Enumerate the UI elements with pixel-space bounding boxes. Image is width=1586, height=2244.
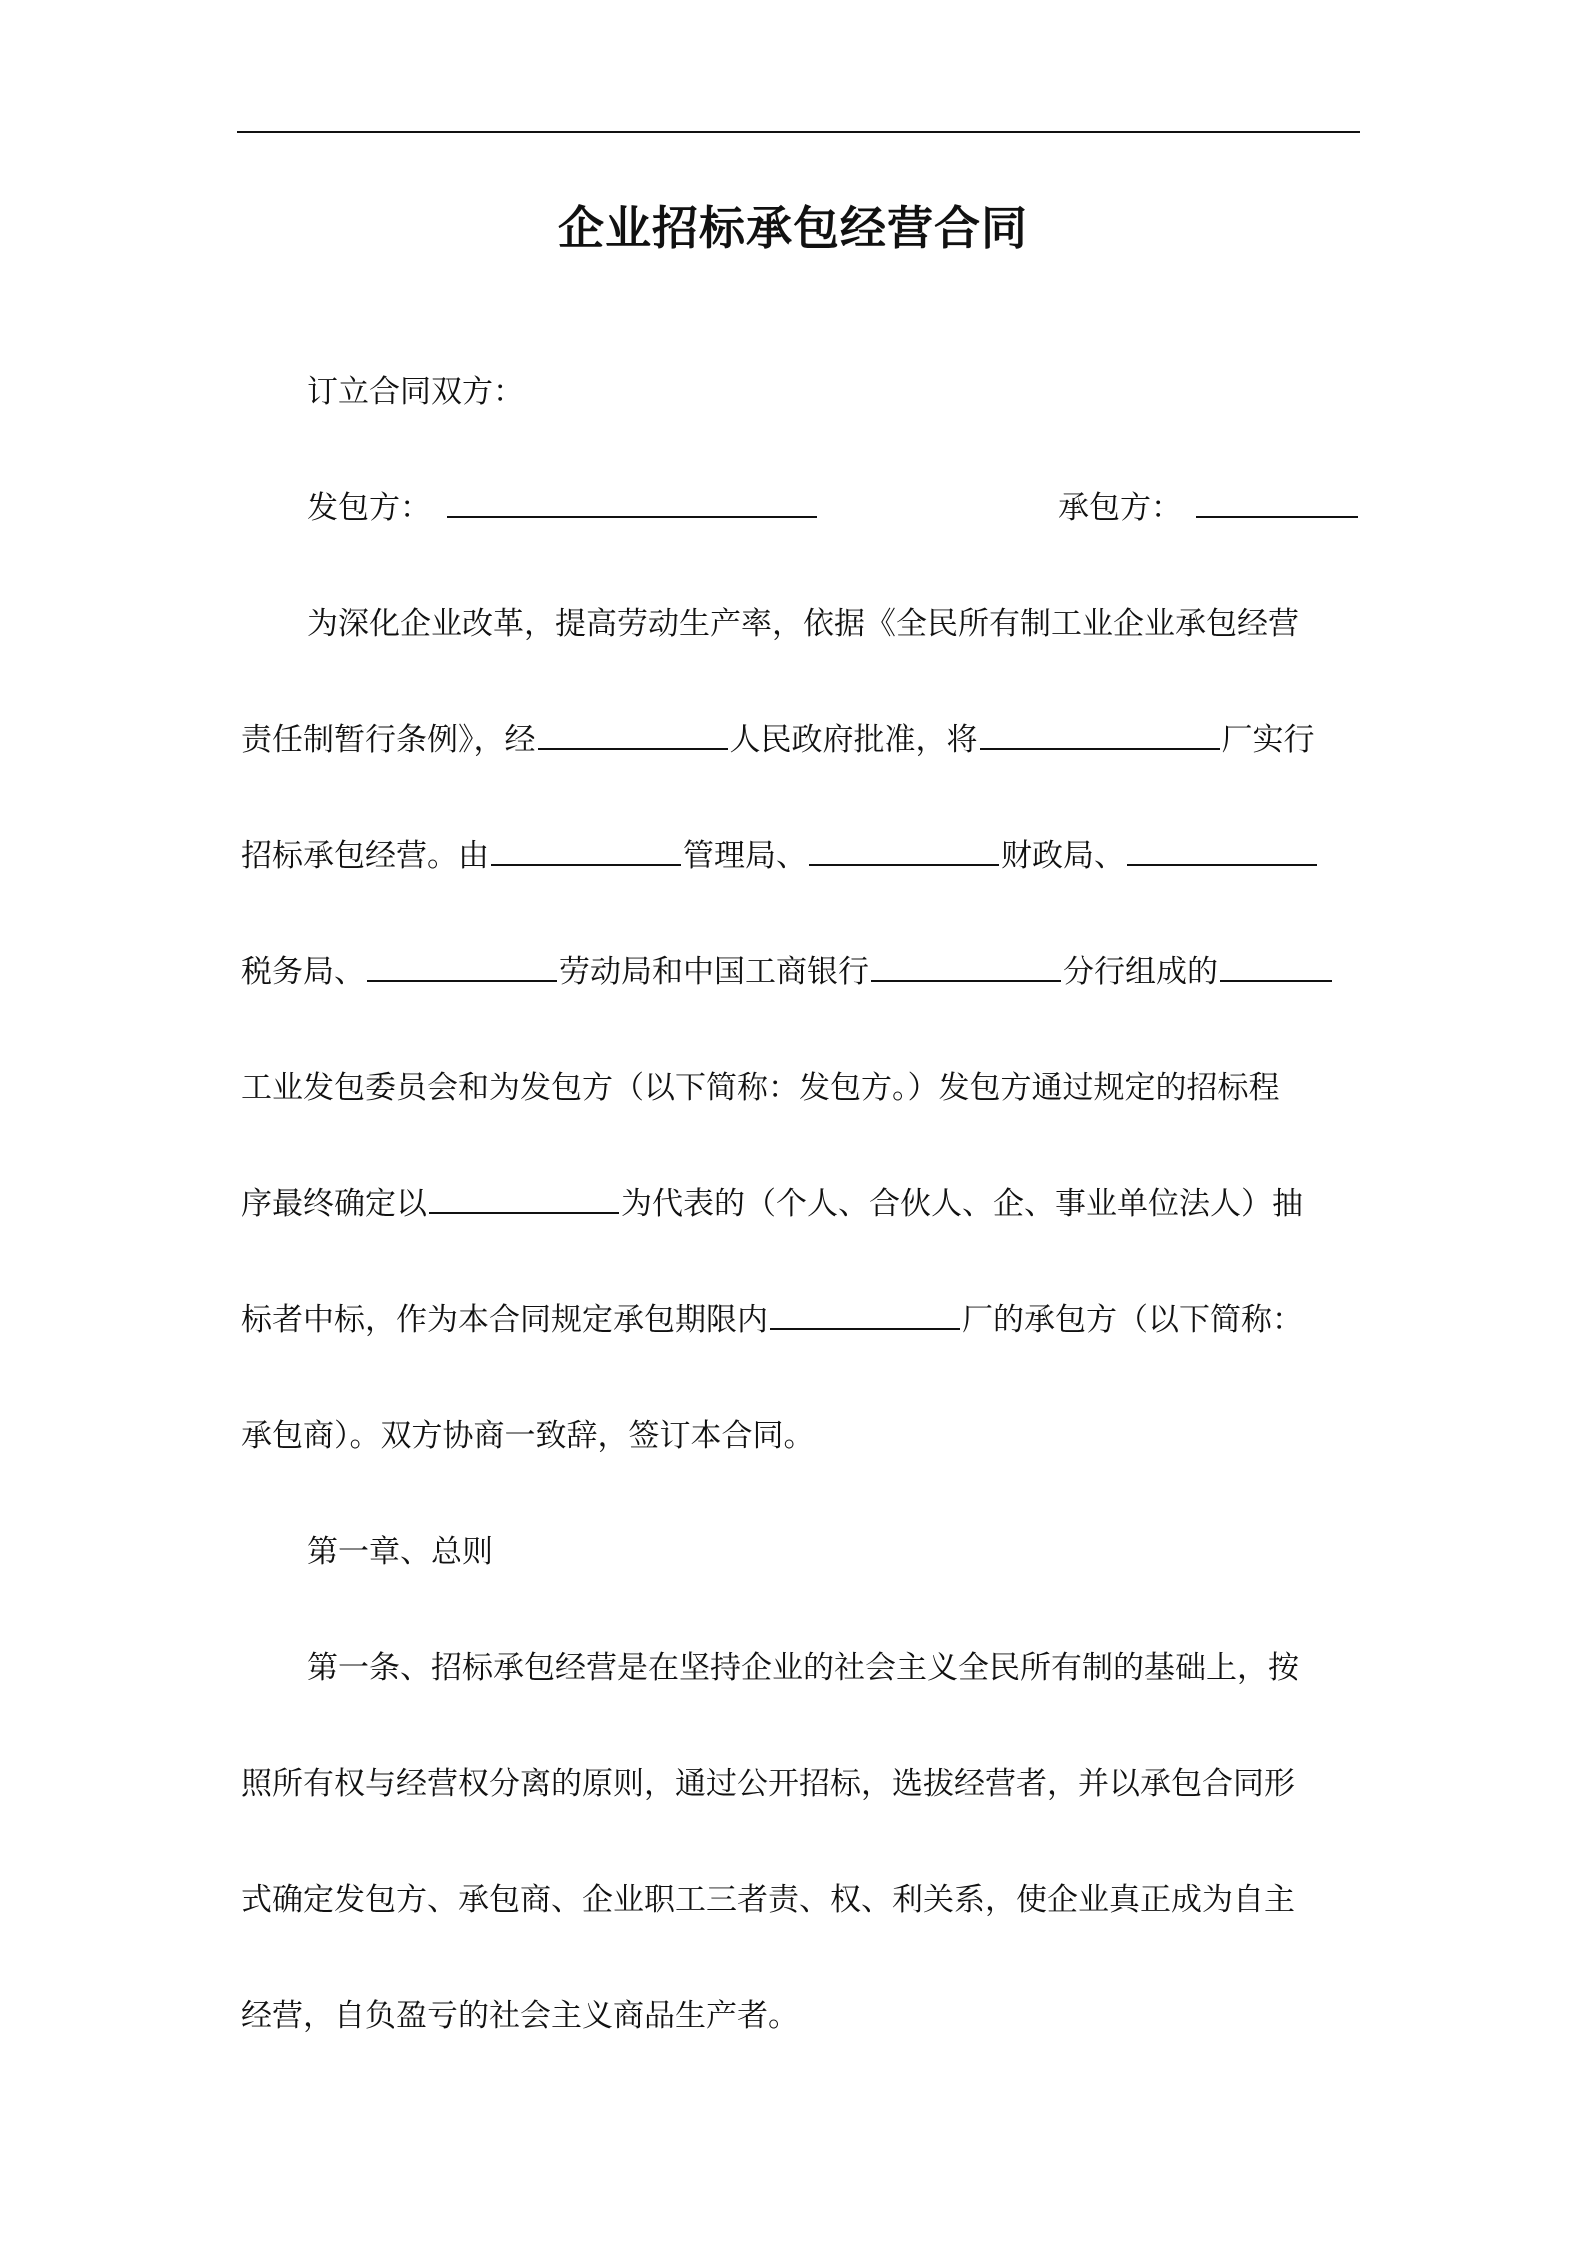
text-segment: 厂的承包方（以下简称： xyxy=(962,1302,1303,1338)
paragraph-line xyxy=(241,1184,1360,1224)
employer-blank[interactable] xyxy=(447,494,817,518)
text-segment: 为代表的（个人、合伙人、企、事业单位法人）抽 xyxy=(621,1186,1303,1222)
text-segment: 招标承包经营。由 xyxy=(241,838,489,874)
labor-blank[interactable] xyxy=(367,958,557,982)
contractor-blank[interactable] xyxy=(1196,494,1358,518)
bureau-blank[interactable] xyxy=(491,842,681,866)
article-line: 经营，自负盈亏的社会主义商品生产者。 xyxy=(241,1998,799,2034)
text-segment: 责任制暂行条例》，经 xyxy=(241,722,536,758)
bank-blank[interactable] xyxy=(871,958,1061,982)
article-line: 式确定发包方、承包商、企业职工三者责、权、利关系，使企业真正成为自主 xyxy=(241,1882,1295,1918)
parties-line xyxy=(307,488,1360,528)
article-line: 照所有权与经营权分离的原则，通过公开招标，选拔经营者，并以承包合同形 xyxy=(241,1766,1295,1802)
parties-heading: 订立合同双方： xyxy=(307,374,524,410)
text-segment: 税务局、 xyxy=(241,954,365,990)
text-segment: 厂实行 xyxy=(1221,722,1315,758)
chapter-heading: 第一章、总则 xyxy=(307,1534,493,1570)
text-segment: 劳动局和中国工商银行 xyxy=(559,954,869,990)
paragraph-line: 承包商）。双方协商一致辞，签订本合同。 xyxy=(241,1418,815,1454)
committee-blank[interactable] xyxy=(1220,958,1332,982)
employer-label: 发包方： xyxy=(307,490,431,526)
paragraph-line: 工业发包委员会和为发包方（以下简称：发包方。）发包方通过规定的招标程 xyxy=(241,1070,1280,1106)
text-segment: 序最终确定以 xyxy=(241,1186,427,1222)
finance-blank[interactable] xyxy=(809,842,999,866)
factory-blank[interactable] xyxy=(980,726,1220,750)
paragraph-line xyxy=(241,836,1360,876)
contractor-label: 承包方： xyxy=(1058,490,1182,526)
text-segment: 分行组成的 xyxy=(1063,954,1218,990)
text-segment: 财政局、 xyxy=(1001,838,1125,874)
document-title: 企业招标承包经营合同 xyxy=(558,201,1028,255)
text-segment: 人民政府批准，将 xyxy=(729,722,978,758)
contract-factory-blank[interactable] xyxy=(770,1306,960,1330)
text-segment: 管理局、 xyxy=(683,838,807,874)
government-blank[interactable] xyxy=(538,726,728,750)
paragraph-line xyxy=(241,952,1360,992)
paragraph-line: 为深化企业改革，提高劳动生产率，依据《全民所有制工业企业承包经营 xyxy=(307,606,1299,642)
paragraph-line xyxy=(241,1300,1360,1340)
representative-blank[interactable] xyxy=(429,1190,619,1214)
header-rule xyxy=(237,131,1360,133)
paragraph-line xyxy=(241,720,1360,760)
text-segment: 标者中标，作为本合同规定承包期限内 xyxy=(241,1302,768,1338)
article-line: 第一条、招标承包经营是在坚持企业的社会主义全民所有制的基础上，按 xyxy=(307,1650,1299,1686)
contractor-group xyxy=(1058,488,1360,528)
tax-blank[interactable] xyxy=(1127,842,1317,866)
